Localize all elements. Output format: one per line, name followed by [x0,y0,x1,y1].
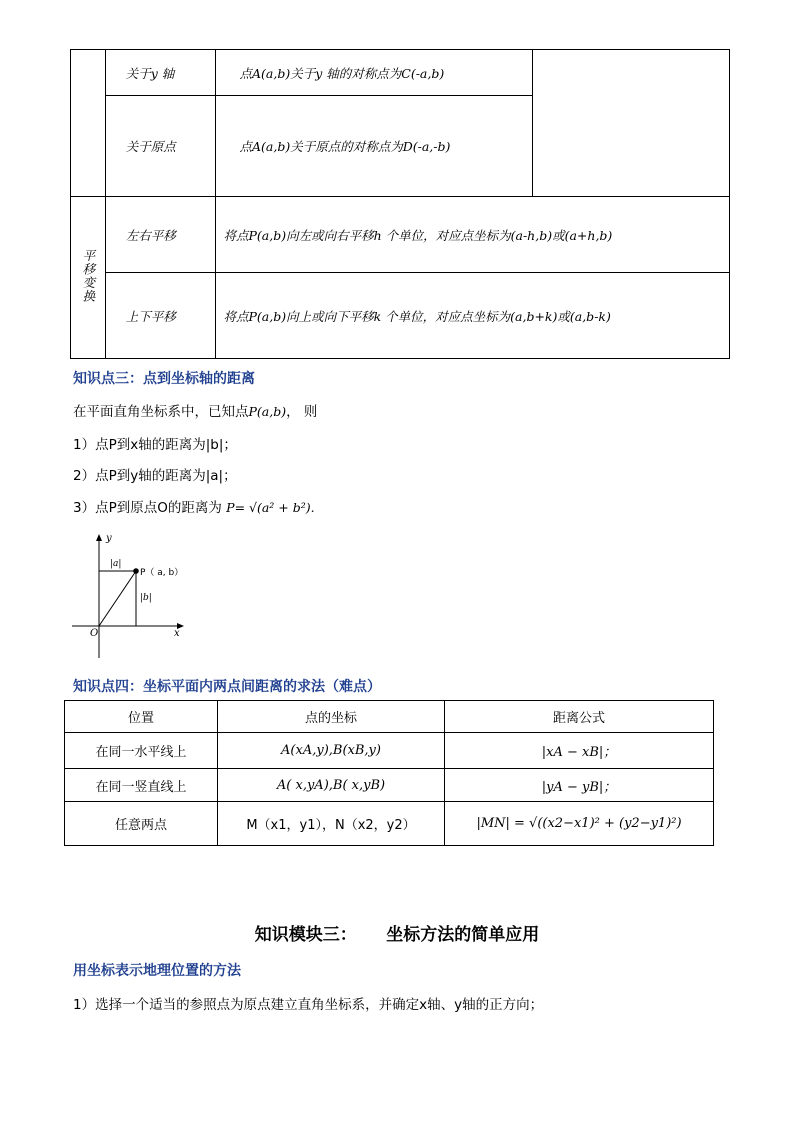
table-header-row [65,701,714,733]
header-position: 位置 [65,701,218,733]
kp3-intro [73,400,317,420]
desc-ud: 将点P(a,b)向上或向下平移k 个单位，对应点坐标为(a,b+k)或(a,b-k) [215,273,729,359]
origin-label: O [90,628,99,639]
cell-formula: |xA − xB|； [445,733,714,769]
label-origin: 关于原点 [105,96,215,197]
coordinate-figure [70,528,200,660]
cell-coords: M（x1，y1），N（x2，y2） [218,802,445,846]
empty-cell [532,50,729,197]
module-item1: 1）选择一个适当的参照点为原点建立直角坐标系，并确定x轴、y轴的正方向； [73,997,544,1013]
kp3-item3-formula: P= √(a² + b²). [226,500,315,515]
module-title: 知识模块三： 坐标方法的简单应用 [254,925,540,945]
desc-origin: 点A(a,b)关于原点的对称点为D(-a,-b) [215,96,532,197]
b-distance-label: |b| [140,593,152,603]
kp3-item3-text: 3）点P到原点O的距离为 [73,500,222,516]
point-p [133,568,139,574]
kp4-heading: 知识点四：坐标平面内两点间距离的求法（难点） [73,679,381,695]
a-distance-label: |a| [110,559,122,569]
x-label: x [174,628,180,639]
transform-table [70,49,730,359]
table-row [65,802,714,846]
kp3-intro-text: 在平面直角坐标系中，已知点 [73,404,249,420]
label-ud: 上下平移 [105,273,215,359]
cell-position: 在同一竖直线上 [65,769,218,802]
group-cell-translation [71,197,106,359]
label-lr: 左右平移 [105,197,215,273]
kp3-item2: 2）点P到y轴的距离为|a|； [73,468,237,484]
kp3-item1: 1）点P到x轴的距离为|b|； [73,437,237,453]
table-row [65,733,714,769]
distance-line [99,571,136,626]
translation-group-label: 平移变换 [80,249,96,303]
y-label: y [106,533,112,544]
distance-table [64,700,714,846]
module-subheading: 用坐标表示地理位置的方法 [73,963,241,979]
cell-position: 任意两点 [65,802,218,846]
header-formula: 距离公式 [445,701,714,733]
kp3-intro-tail: ， 则 [286,404,318,420]
desc-lr: 将点P(a,b)向左或向右平移h 个单位，对应点坐标为(a-h,b)或(a+h,b) [215,197,729,273]
kp3-heading: 知识点三：点到坐标轴的距离 [73,371,255,387]
y-axis-arrow [96,534,102,541]
kp3-intro-point: P(a,b) [248,404,287,419]
point-label: P（ a, b） [140,568,184,578]
cell-formula: |MN| = √((x2−x1)² + (y2−y1)²) [445,802,714,846]
cell-formula: |yA − yB|； [445,769,714,802]
group-cell-symmetry [71,50,106,197]
label-y-axis: 关于y 轴 [105,50,215,96]
cell-coords: A(xA,y),B(xB,y) [218,733,445,769]
cell-position: 在同一水平线上 [65,733,218,769]
table-row [65,769,714,802]
desc-y-axis: 点A(a,b)关于y 轴的对称点为C(-a,b) [215,50,532,96]
cell-coords: A( x,yA),B( x,yB) [218,769,445,802]
kp3-item3 [73,496,315,516]
header-coords: 点的坐标 [218,701,445,733]
